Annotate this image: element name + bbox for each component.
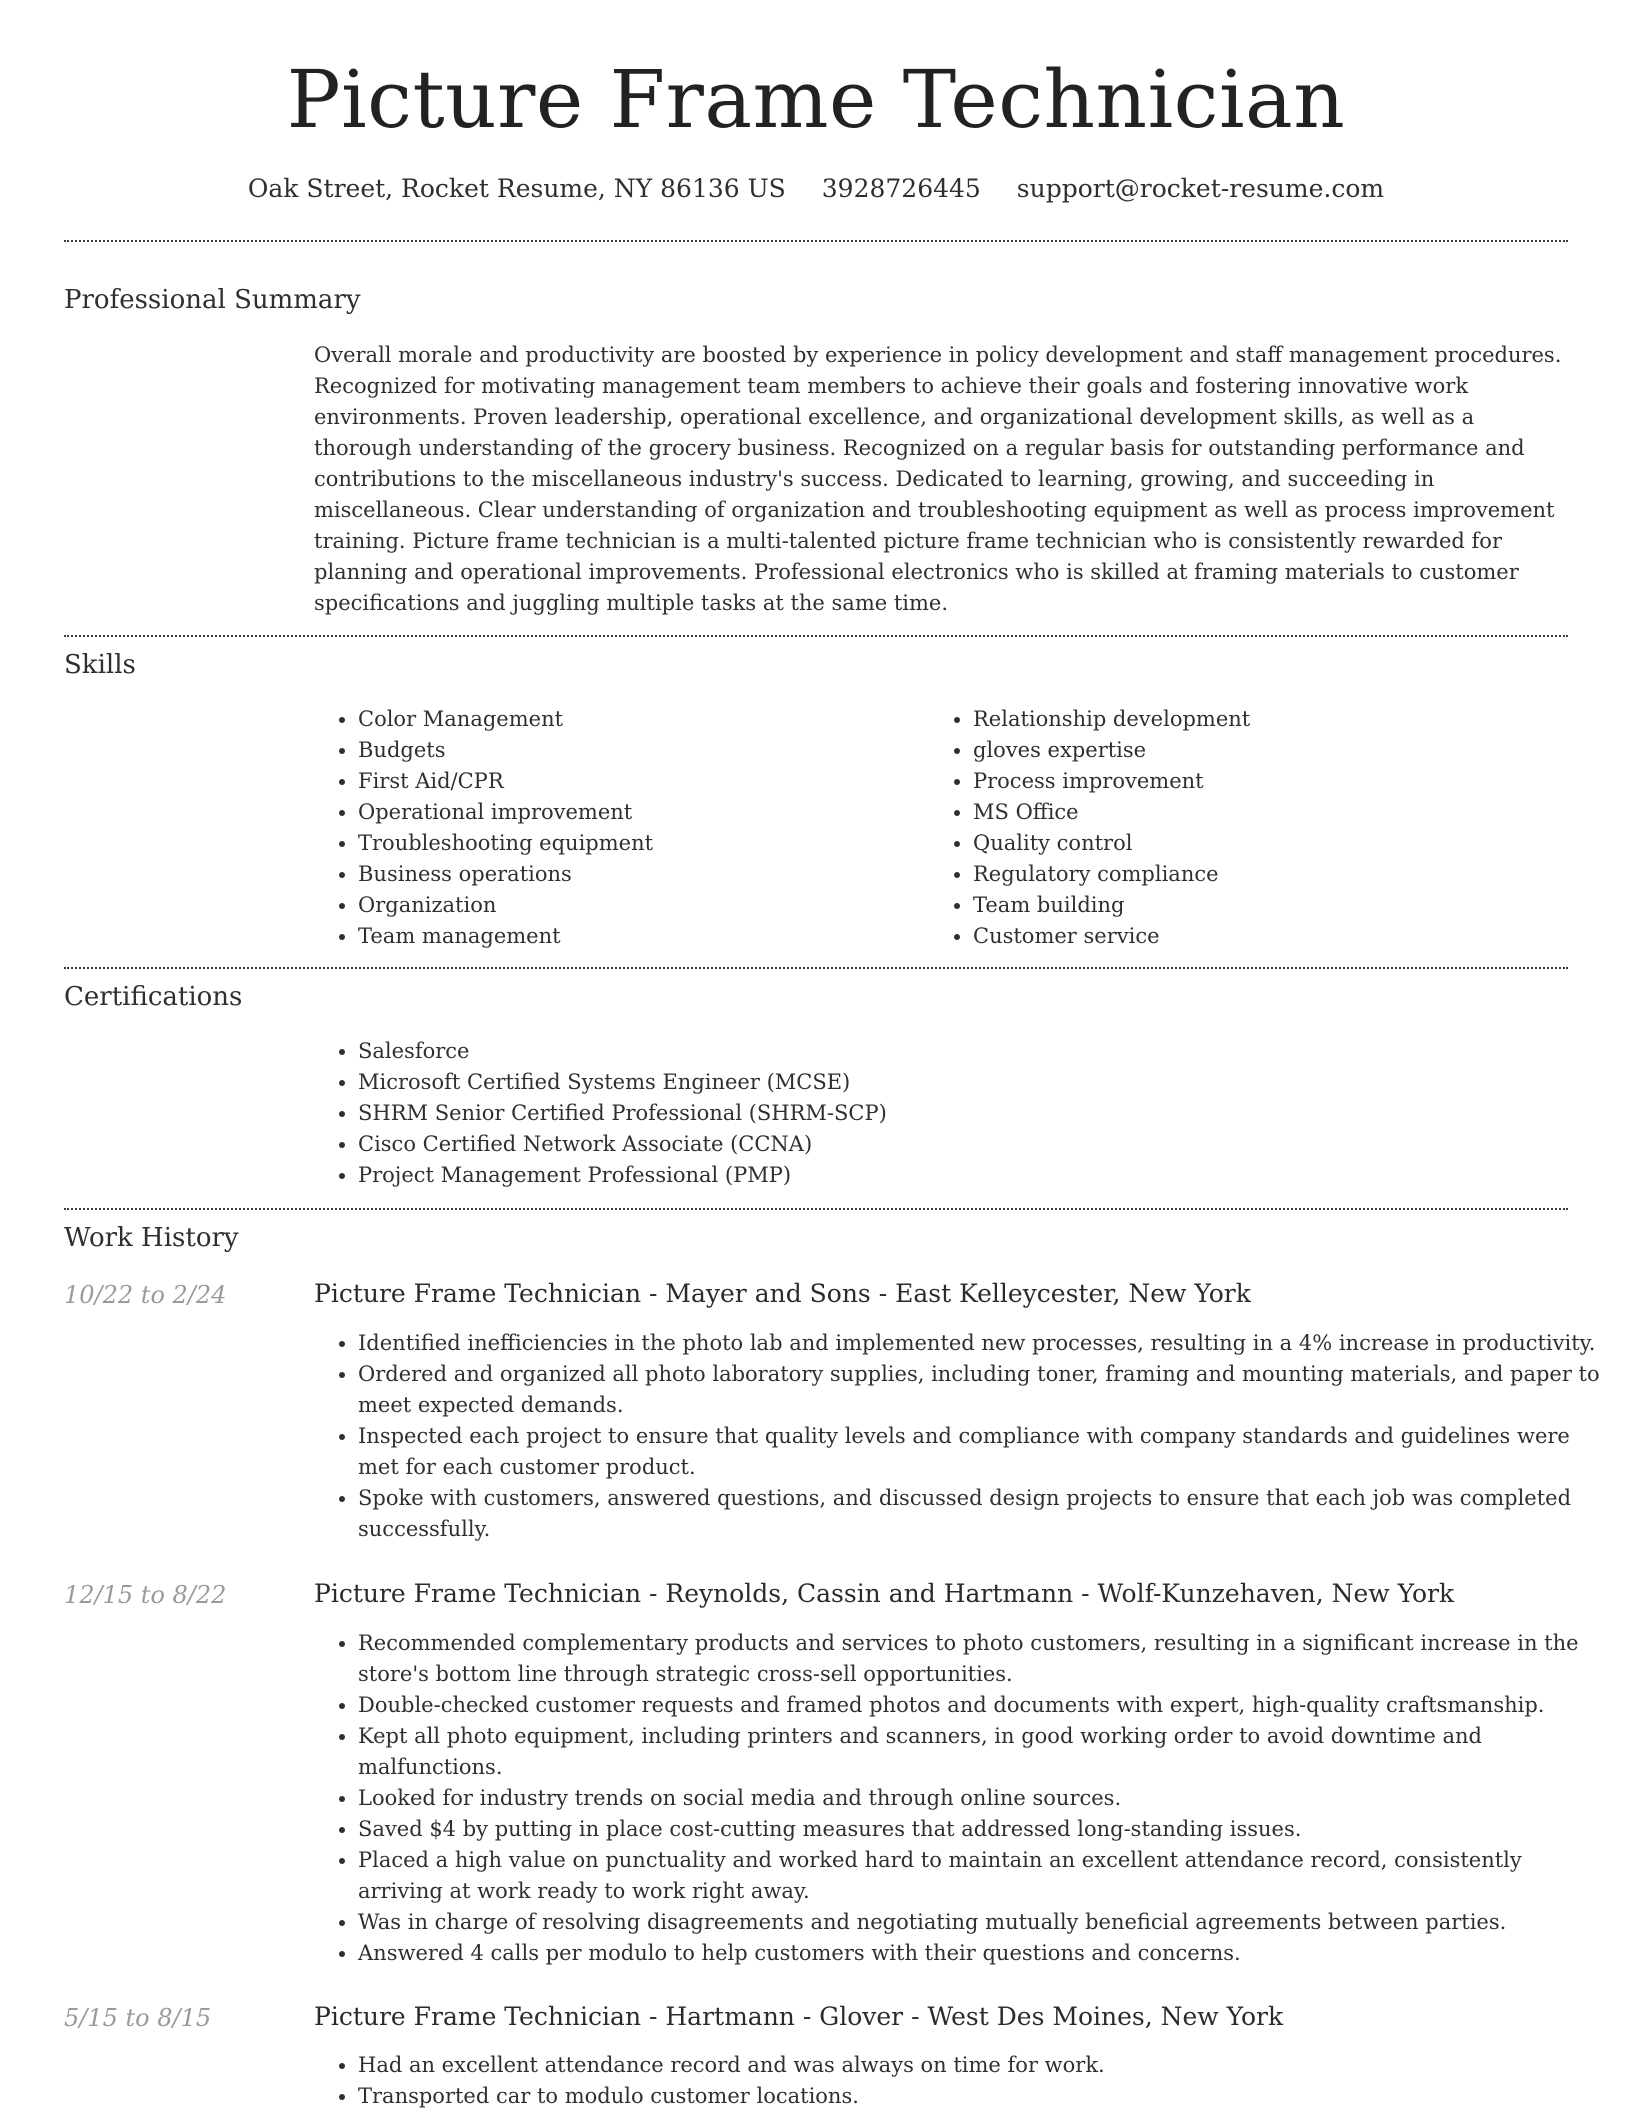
skill-item: • Business operations (358, 859, 918, 890)
job-dates: 10/22 to 2/24 (64, 1281, 227, 1309)
skill-item: • gloves expertise (973, 735, 1593, 766)
job-bullets (314, 1328, 1608, 1545)
skills-list-left (314, 704, 918, 952)
job-bullet: • Had an excellent attendance record and was always on time for work. (358, 2050, 1608, 2081)
job-bullet: • Was in charge of resolving disagreements and negotiating mutually beneficial agreements between parties. (358, 1907, 1608, 1938)
section-divider (64, 1208, 1568, 1210)
job-bullet: • Inspected each project to ensure that quality levels and compliance with company standards and guidelines were met for each customer product. (358, 1421, 1608, 1483)
skill-item: • MS Office (973, 797, 1593, 828)
skill-item: • Team management (358, 921, 918, 952)
job-bullets (314, 2050, 1608, 2112)
job-title: Picture Frame Technician - Mayer and Sons - East Kelleycester, New York (314, 1279, 1251, 1308)
job-title: Picture Frame Technician - Reynolds, Cassin and Hartmann - Wolf-Kunzehaven, New York (314, 1579, 1455, 1608)
work-history-heading: Work History (64, 1223, 239, 1253)
section-divider (64, 635, 1568, 637)
job-bullet: • Ordered and organized all photo laboratory supplies, including toner, framing and mounting materials, and paper to meet expected demands. (358, 1359, 1608, 1421)
skill-item: • Customer service (973, 921, 1593, 952)
job-dates: 5/15 to 8/15 (64, 2004, 212, 2032)
skill-item: • Process improvement (973, 766, 1593, 797)
phone-text: 3928726445 (821, 174, 981, 203)
skill-item: • Relationship development (973, 704, 1593, 735)
section-divider (64, 240, 1568, 242)
job-bullet: • Spoke with customers, answered questions, and discussed design projects to ensure that each job was completed successfully. (358, 1483, 1608, 1545)
certifications-heading: Certifications (64, 982, 243, 1012)
resume-title: Picture Frame Technician (286, 53, 1346, 146)
skill-item: • First Aid/CPR (358, 766, 918, 797)
certification-item: • Cisco Certified Network Associate (CCNA) (358, 1129, 1608, 1160)
summary-text: Overall morale and productivity are boosted by experience in policy development and staff management procedures. Recognized for motivating management team members to achieve their goals and fostering innovative work environments. Proven leadership, operational excellence, and organizational development skills, as well as a thorough understanding of the grocery business. Recognized on a regular basis for outstanding performance and contributions to the miscellaneous industry's success. Dedicated to learning, growing, and succeeding in miscellaneous. Clear understanding of organization and troubleshooting equipment as well as process improvement training. Picture frame technician is a multi-talented picture frame technician who is consistently rewarded for planning and operational improvements. Professional electronics who is skilled at framing materials to customer specifications and juggling multiple tasks at the same time. (314, 343, 1562, 615)
certification-item: • SHRM Senior Certified Professional (SHRM-SCP) (358, 1098, 1608, 1129)
skill-item: • Operational improvement (358, 797, 918, 828)
job-dates: 12/15 to 8/22 (64, 1581, 227, 1609)
skill-item: • Budgets (358, 735, 918, 766)
skill-item: • Organization (358, 890, 918, 921)
job-bullets (314, 1628, 1608, 1969)
skills-list-right (929, 704, 1593, 952)
job-bullet: • Double-checked customer requests and framed photos and documents with expert, high-quality craftsmanship. (358, 1690, 1608, 1721)
skill-item: • Color Management (358, 704, 918, 735)
contact-line (0, 170, 1632, 208)
job-bullet: • Kept all photo equipment, including printers and scanners, in good working order to avoid downtime and malfunctions. (358, 1721, 1608, 1783)
job-bullet: • Looked for industry trends on social media and through online sources. (358, 1783, 1608, 1814)
certifications-list (314, 1036, 1608, 1191)
summary-heading: Professional Summary (64, 285, 361, 315)
job-bullet: • Placed a high value on punctuality and worked hard to maintain an excellent attendance record, consistently arriving at work ready to work right away. (358, 1845, 1608, 1907)
certification-item: • Microsoft Certified Systems Engineer (MCSE) (358, 1067, 1608, 1098)
job-title: Picture Frame Technician - Hartmann - Glover - West Des Moines, New York (314, 2002, 1284, 2031)
certification-item: • Salesforce (358, 1036, 1608, 1067)
job-bullet: • Identified inefficiencies in the photo lab and implemented new processes, resulting in a 4% increase in productivity. (358, 1328, 1608, 1359)
skill-item: • Team building (973, 890, 1593, 921)
skill-item: • Troubleshooting equipment (358, 828, 918, 859)
job-bullet: • Transported car to modulo customer locations. (358, 2081, 1608, 2112)
email-link[interactable]: support@rocket-resume.com (1016, 174, 1385, 203)
skills-heading: Skills (64, 650, 136, 680)
skill-item: • Regulatory compliance (973, 859, 1593, 890)
section-divider (64, 967, 1568, 969)
certification-item: • Project Management Professional (PMP) (358, 1160, 1608, 1191)
address-text: Oak Street, Rocket Resume, NY 86136 US (247, 174, 786, 203)
job-bullet: • Recommended complementary products and services to photo customers, resulting in a significant increase in the store's bottom line through strategic cross-sell opportunities. (358, 1628, 1608, 1690)
skill-item: • Quality control (973, 828, 1593, 859)
job-bullet: • Saved $4 by putting in place cost-cutting measures that addressed long-standing issues. (358, 1814, 1608, 1845)
job-bullet: • Answered 4 calls per modulo to help customers with their questions and concerns. (358, 1938, 1608, 1969)
